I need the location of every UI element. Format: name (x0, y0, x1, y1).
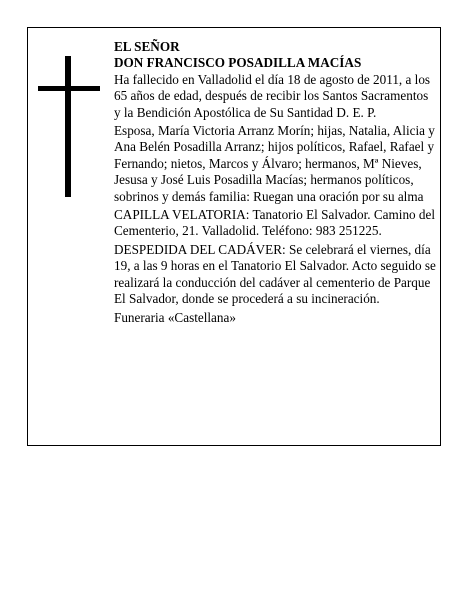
chapel-label: CAPILLA VELATORIA: (114, 207, 250, 223)
cross-icon (65, 56, 71, 197)
farewell-info (114, 242, 436, 308)
funeral-home: Funeraria «Castellana» (114, 309, 236, 325)
notice-body (114, 39, 436, 326)
death-announcement: Ha fallecido en Valladolid el día 18 de agosto de 2011, a los 65 años de edad, después de recibir los Santos Sacramentos y la Bendición Apostólica de Su Santidad D. E. P. (114, 71, 431, 120)
obituary-notice (27, 27, 441, 446)
chapel-text: Tanatorio El Salvador. Camino del Cementerio, 21. Valladolid. Teléfono: 983 251225. (114, 207, 436, 239)
deceased-name: DON FRANCISCO POSADILLA MACÍAS (114, 55, 362, 71)
cross-icon-bar (38, 86, 100, 91)
farewell-label: DESPEDIDA DEL CADÁVER: (114, 241, 286, 257)
family-list: Esposa, María Victoria Arranz Morín; hijas, Natalia, Alicia y Ana Belén Posadilla Arranz; hijos políticos, Rafael, Rafael y Fernando; nietos, Marcos y Álvaro; hermanos, Mª Nieves, Jesusa y José Luis Posadilla Macías; hermanos políticos, sobrinos y demás familia: Ruegan una oración por su alma (114, 123, 435, 204)
chapel-info (114, 207, 436, 240)
farewell-text: Se celebrará el viernes, día 19, a las 9 horas en el Tanatorio El Salvador. Acto seguido se realizará la conducción del cadáver al cementerio de Parque El Salvador, donde se procederá a su incineración. (114, 241, 436, 307)
notice-title: EL SEÑOR (114, 39, 180, 54)
